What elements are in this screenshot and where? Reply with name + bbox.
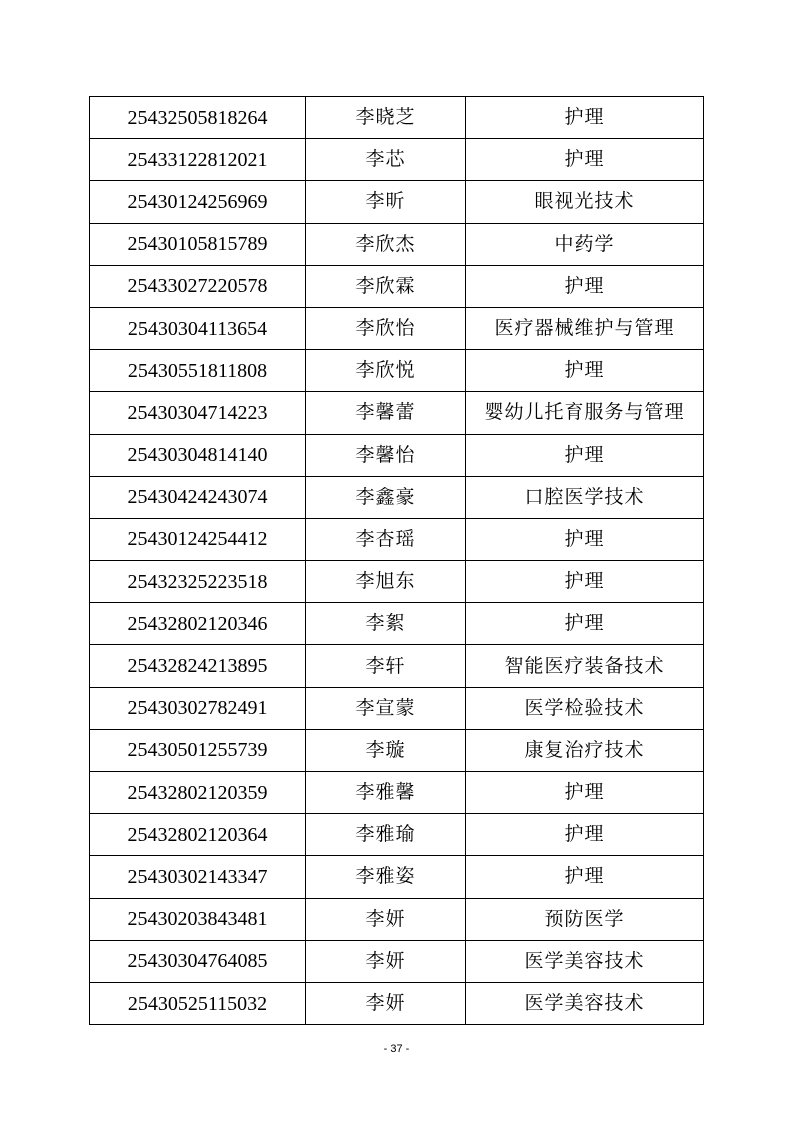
candidate-id-cell: 25432505818264: [90, 97, 306, 139]
major-cell: 智能医疗装备技术: [466, 645, 704, 687]
candidate-id-cell: 25430304814140: [90, 434, 306, 476]
table-row: [90, 856, 704, 898]
candidate-id-cell: 25432802120346: [90, 603, 306, 645]
major-cell: 护理: [466, 265, 704, 307]
table-row: [90, 350, 704, 392]
candidate-id-cell: 25430302143347: [90, 856, 306, 898]
table-row: [90, 434, 704, 476]
candidate-id-cell: 25432325223518: [90, 561, 306, 603]
candidate-id-cell: 25430105815789: [90, 223, 306, 265]
table-row: [90, 561, 704, 603]
table-row: [90, 940, 704, 982]
table-row: [90, 687, 704, 729]
candidate-id-cell: 25430501255739: [90, 729, 306, 771]
major-cell: 护理: [466, 350, 704, 392]
candidate-id-cell: 25430304764085: [90, 940, 306, 982]
major-cell: 预防医学: [466, 898, 704, 940]
table-row: [90, 729, 704, 771]
candidate-id-cell: 25430525115032: [90, 982, 306, 1024]
candidate-id-cell: 25432802120364: [90, 814, 306, 856]
student-name-cell: 李雅瑜: [306, 814, 466, 856]
table-row: [90, 223, 704, 265]
candidate-id-cell: 25430203843481: [90, 898, 306, 940]
student-name-cell: 李欣怡: [306, 307, 466, 349]
table-row: [90, 181, 704, 223]
table-row: [90, 518, 704, 560]
major-cell: 婴幼儿托育服务与管理: [466, 392, 704, 434]
candidate-id-cell: 25430304113654: [90, 307, 306, 349]
student-name-cell: 李欣悦: [306, 350, 466, 392]
student-name-cell: 李欣霖: [306, 265, 466, 307]
table-row: [90, 265, 704, 307]
candidate-id-cell: 25430302782491: [90, 687, 306, 729]
candidate-id-cell: 25430124256969: [90, 181, 306, 223]
major-cell: 护理: [466, 518, 704, 560]
major-cell: 医学美容技术: [466, 940, 704, 982]
table-row: [90, 814, 704, 856]
table-row: [90, 307, 704, 349]
candidate-id-cell: 25432824213895: [90, 645, 306, 687]
student-name-cell: 李雅馨: [306, 772, 466, 814]
major-cell: 医学检验技术: [466, 687, 704, 729]
student-name-cell: 李轩: [306, 645, 466, 687]
student-name-cell: 李妍: [306, 982, 466, 1024]
candidate-id-cell: 25430551811808: [90, 350, 306, 392]
student-name-cell: 李馨蕾: [306, 392, 466, 434]
candidate-id-cell: 25430424243074: [90, 476, 306, 518]
major-cell: 护理: [466, 603, 704, 645]
major-cell: 护理: [466, 434, 704, 476]
page-number: - 37 -: [383, 1043, 410, 1055]
student-name-cell: 李妍: [306, 898, 466, 940]
student-name-cell: 李絮: [306, 603, 466, 645]
major-cell: 眼视光技术: [466, 181, 704, 223]
major-cell: 康复治疗技术: [466, 729, 704, 771]
major-cell: 医学美容技术: [466, 982, 704, 1024]
student-name-cell: 李杏瑶: [306, 518, 466, 560]
major-cell: 中药学: [466, 223, 704, 265]
student-name-cell: 李鑫豪: [306, 476, 466, 518]
major-cell: 医疗器械维护与管理: [466, 307, 704, 349]
student-name-cell: 李璇: [306, 729, 466, 771]
candidate-id-cell: 25433122812021: [90, 139, 306, 181]
student-name-cell: 李欣杰: [306, 223, 466, 265]
major-cell: 护理: [466, 561, 704, 603]
table-row: [90, 645, 704, 687]
student-name-cell: 李雅姿: [306, 856, 466, 898]
major-cell: 口腔医学技术: [466, 476, 704, 518]
candidate-id-cell: 25430124254412: [90, 518, 306, 560]
table-row: [90, 898, 704, 940]
roster-table: [89, 96, 704, 1025]
student-name-cell: 李晓芝: [306, 97, 466, 139]
major-cell: 护理: [466, 772, 704, 814]
table-row: [90, 772, 704, 814]
candidate-id-cell: 25433027220578: [90, 265, 306, 307]
roster-table-body: [90, 97, 704, 1025]
table-row: [90, 476, 704, 518]
student-name-cell: 李妍: [306, 940, 466, 982]
major-cell: 护理: [466, 139, 704, 181]
table-row: [90, 982, 704, 1024]
candidate-id-cell: 25432802120359: [90, 772, 306, 814]
table-row: [90, 392, 704, 434]
candidate-id-cell: 25430304714223: [90, 392, 306, 434]
table-row: [90, 139, 704, 181]
major-cell: 护理: [466, 814, 704, 856]
student-name-cell: 李旭东: [306, 561, 466, 603]
major-cell: 护理: [466, 856, 704, 898]
major-cell: 护理: [466, 97, 704, 139]
student-name-cell: 李馨怡: [306, 434, 466, 476]
student-name-cell: 李昕: [306, 181, 466, 223]
table-row: [90, 97, 704, 139]
student-name-cell: 李芯: [306, 139, 466, 181]
student-name-cell: 李宣蒙: [306, 687, 466, 729]
table-row: [90, 603, 704, 645]
